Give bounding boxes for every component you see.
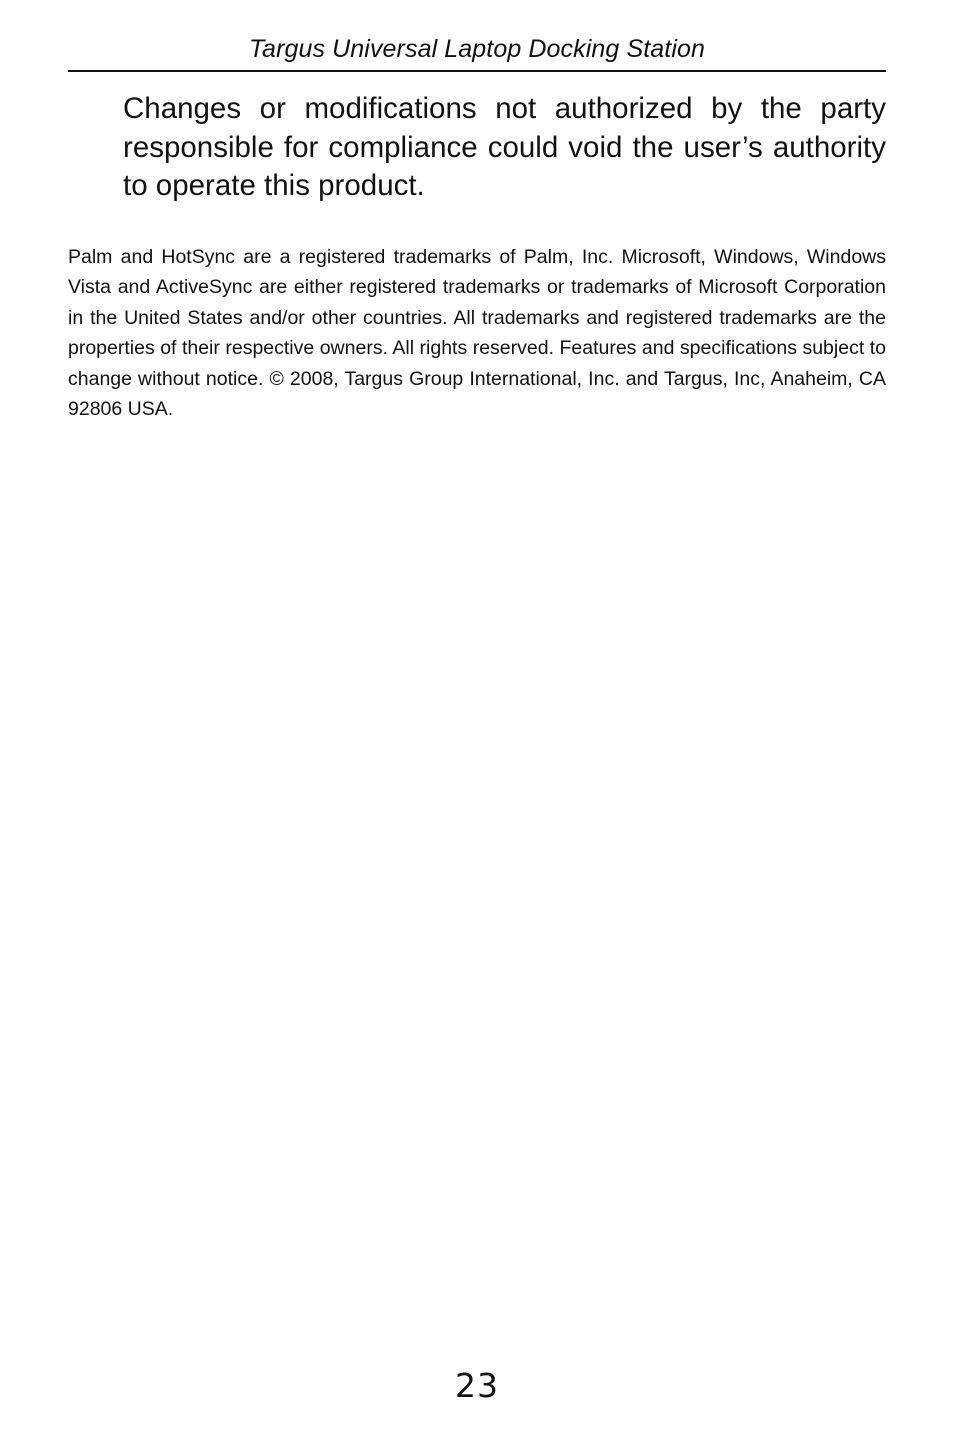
running-header-title: Targus Universal Laptop Docking Station xyxy=(248,35,705,63)
running-header xyxy=(68,30,886,72)
trademark-paragraph: Palm and HotSync are a registered trademarks of Palm, Inc. Microsoft, Windows, Windows Vista and ActiveSync are either registered trademarks or trademarks of Microsoft Corporation in the United States and/or other countries. All trademarks and registered trademarks are the properties of their respective owners. All rights reserved. Features and specifications subject to change without notice. © 2008, Targus Group International, Inc. and Targus, Inc, Anaheim, CA 92806 USA. xyxy=(68,246,886,421)
fcc-notice-paragraph: Changes or modifications not authorized by the party responsible for compliance could void the user’s authority to operate this product. xyxy=(123,92,886,202)
page-number: 23 xyxy=(455,1366,499,1405)
